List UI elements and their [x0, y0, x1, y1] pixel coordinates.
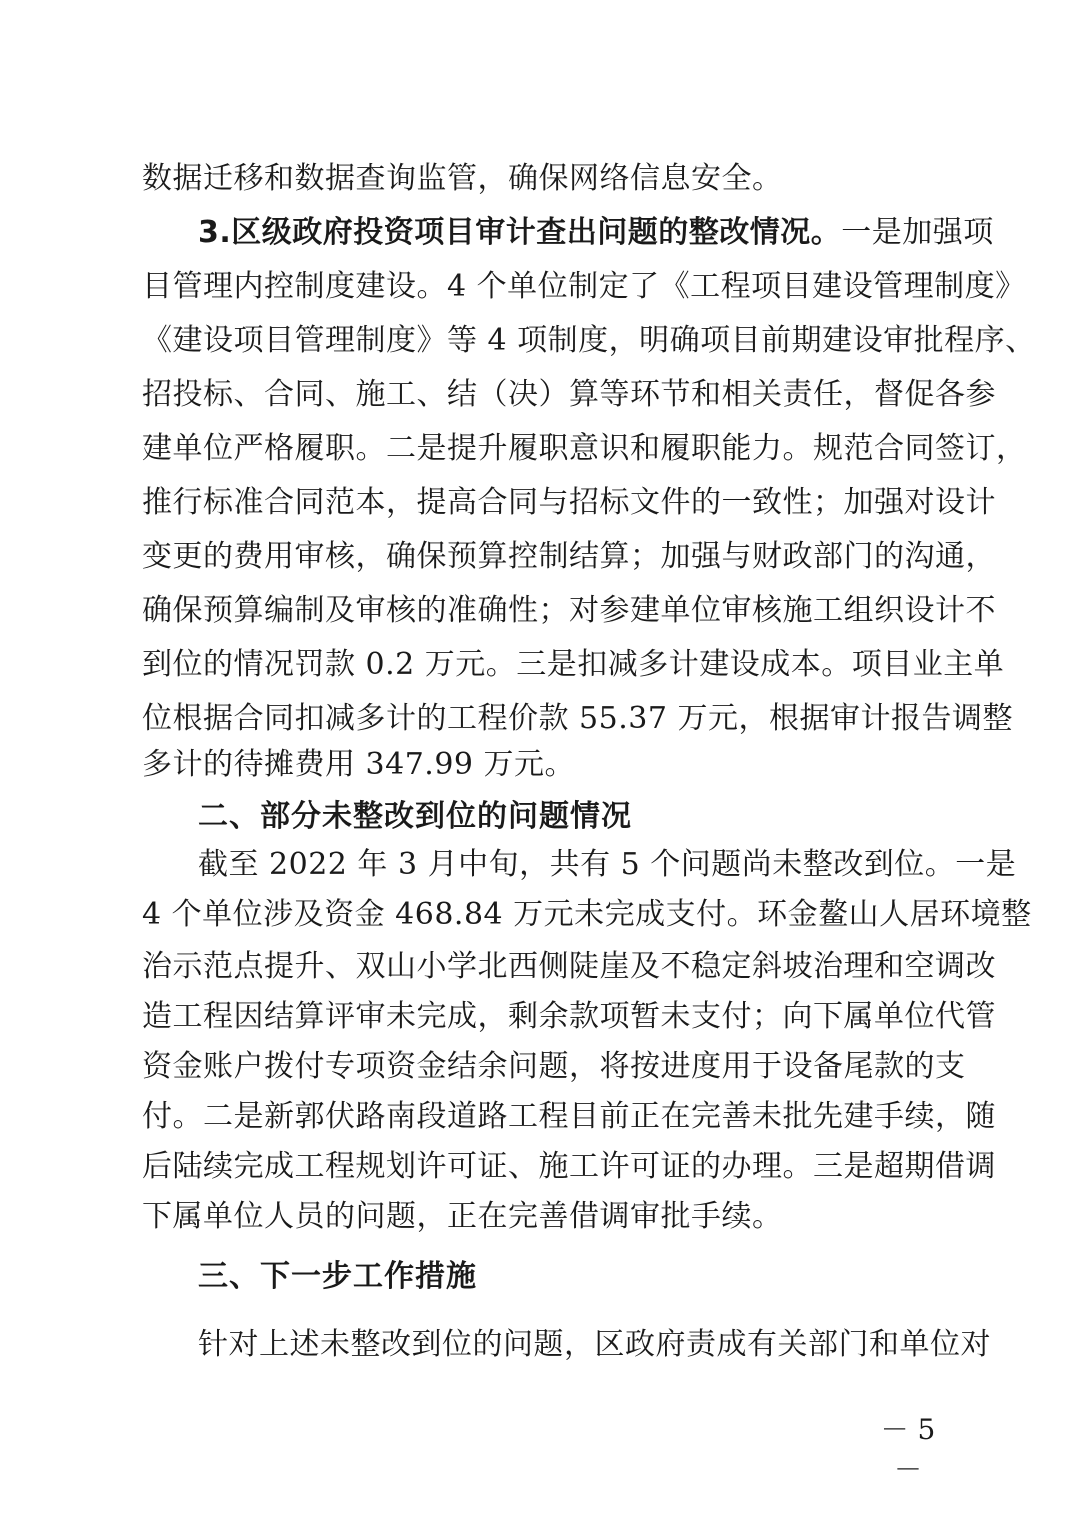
body-text-line: 截至 2022 年 3 月中旬，共有 5 个问题尚未整改到位。一是 [198, 847, 1017, 882]
body-text-line: 资金账户拨付专项资金结余问题，将按进度用于设备尾款的支 [142, 1049, 966, 1084]
section-heading: 二、部分未整改到位的问题情况 [198, 799, 632, 834]
subsection-heading: 3.区级政府投资项目审计查出问题的整改情况。 [198, 215, 842, 250]
body-text-line: 《建设项目管理制度》等 4 项制度，明确项目前期建设审批程序、 [142, 323, 1036, 358]
body-text-line: 数据迁移和数据查询监管，确保网络信息安全。 [142, 161, 783, 196]
body-text-line: 推行标准合同范本，提高合同与招标文件的一致性；加强对设计 [142, 485, 996, 520]
body-text-line: 治示范点提升、双山小学北西侧陡崖及不稳定斜坡治理和空调改 [142, 949, 996, 984]
body-text-line: 造工程因结算评审未完成，剩余款项暂未支付；向下属单位代管 [142, 999, 996, 1034]
section-heading: 三、下一步工作措施 [198, 1259, 477, 1294]
body-text-line: 确保预算编制及审核的准确性；对参建单位审核施工组织设计不 [142, 593, 996, 628]
body-text-line: 多计的待摊费用 347.99 万元。 [142, 747, 576, 782]
body-text-line: 位根据合同扣减多计的工程价款 55.37 万元，根据审计报告调整 [142, 701, 1013, 736]
body-text-line [198, 206, 994, 260]
body-text-line: 下属单位人员的问题，正在完善借调审批手续。 [142, 1199, 783, 1234]
body-text-line: 针对上述未整改到位的问题，区政府责成有关部门和单位对 [198, 1327, 991, 1362]
body-text-line: 付。二是新郭伏路南段道路工程目前正在完善未批先建手续，随 [142, 1099, 996, 1134]
body-text-line: 到位的情况罚款 0.2 万元。三是扣减多计建设成本。项目业主单 [142, 647, 1005, 682]
body-text-span: 一是加强项 [841, 215, 994, 250]
body-text-line: 建单位严格履职。二是提升履职意识和履职能力。规范合同签订， [142, 431, 1027, 466]
body-text-line: 4 个单位涉及资金 468.84 万元未完成支付。环金鳌山人居环境整 [142, 897, 1032, 932]
page-number: － 5 － [880, 1413, 936, 1486]
body-text-line: 招投标、合同、施工、结（决）算等环节和相关责任，督促各参 [142, 377, 996, 412]
body-text-line: 目管理内控制度建设。4 个单位制定了《工程项目建设管理制度》 [142, 269, 1026, 304]
body-text-line: 变更的费用审核，确保预算控制结算；加强与财政部门的沟通， [142, 539, 996, 574]
body-text-line: 后陆续完成工程规划许可证、施工许可证的办理。三是超期借调 [142, 1149, 996, 1184]
